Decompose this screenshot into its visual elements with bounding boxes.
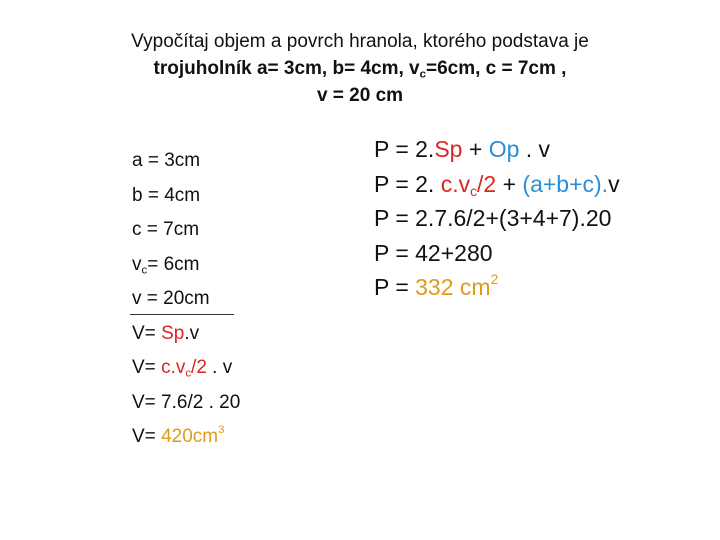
given-and-volume-column (132, 144, 240, 455)
volume-formula (132, 317, 240, 352)
surface-formula-prefix: P = 2. (374, 136, 435, 162)
task-line-1: Vypočítaj objem a povrch hranola, ktorého podstava je (131, 31, 589, 52)
given-v: v = 20cm (132, 288, 210, 309)
surface-result (374, 270, 620, 305)
volume-formula-suffix: .v (184, 322, 200, 344)
surface-triangle-area-subscript: c (470, 183, 478, 199)
given-vc-value: = 6cm (147, 253, 200, 275)
surface-formula-base-area: Sp (434, 136, 463, 162)
surface-result-prefix: P = (374, 274, 416, 300)
given-b: b = 4cm (132, 184, 201, 206)
surface-triangle-area-b: /2 (477, 170, 497, 197)
volume-triangle-area-b: /2 (191, 357, 207, 378)
volume-substitution-triangle-area (161, 357, 207, 378)
surface-triangle-area-a: c.v (440, 170, 471, 197)
given-vc-subscript: c (141, 263, 148, 276)
surface-result-exponent: 2 (490, 271, 499, 287)
volume-substitution-suffix: . v (206, 357, 233, 378)
volume-result (132, 420, 240, 455)
given-a: a = 3cm (132, 150, 201, 171)
volume-numbers: V= 7.6/2 . 20 (132, 391, 241, 413)
task-line-2-part-a: trojuholník a= 3cm, b= 4cm, v (153, 58, 420, 79)
surface-formula (374, 132, 620, 167)
task-line-2-part-b: =6cm, c = 7cm , (425, 58, 567, 79)
given-c: c = 7cm (132, 219, 200, 240)
surface-column (374, 132, 620, 305)
volume-triangle-area-a: c.v (161, 357, 186, 378)
surface-numbers: P = 2.7.6/2+(3+4+7).20 (374, 205, 612, 231)
given-vc-letter: v (132, 253, 142, 275)
volume-result-value (161, 423, 225, 447)
surface-substitution-triangle-area (441, 171, 496, 197)
task-line-2 (0, 55, 720, 82)
volume-result-prefix: V= (132, 426, 162, 447)
task-line-3: v = 20 cm (316, 85, 404, 106)
volume-result-exponent: 3 (218, 423, 225, 436)
surface-substitution-prefix: P = 2. (374, 170, 441, 197)
given-divider-line (130, 314, 234, 315)
surface-substitution-plus: + (496, 170, 523, 197)
surface-formula-perimeter: Op (488, 136, 520, 162)
task-statement (0, 28, 720, 109)
volume-formula-base-area: Sp (161, 322, 185, 344)
volume-result-number: 420cm (161, 426, 219, 447)
surface-partial-sum: P = 42+280 (374, 239, 493, 266)
volume-triangle-area-subscript: c (185, 367, 192, 380)
volume-substitution (132, 351, 240, 386)
surface-formula-suffix: . v (519, 136, 551, 162)
given-vc (132, 248, 240, 283)
surface-result-value (415, 271, 499, 300)
surface-substitution-perimeter: (a+b+c). (522, 170, 609, 197)
volume-formula-prefix: V= (132, 322, 162, 344)
volume-substitution-prefix: V= (132, 357, 162, 378)
surface-substitution-suffix: v (608, 170, 620, 197)
task-line-2-subscript: c (419, 68, 426, 81)
surface-result-number: 332 cm (415, 274, 491, 300)
surface-formula-plus: + (462, 136, 489, 162)
surface-substitution (374, 167, 620, 202)
